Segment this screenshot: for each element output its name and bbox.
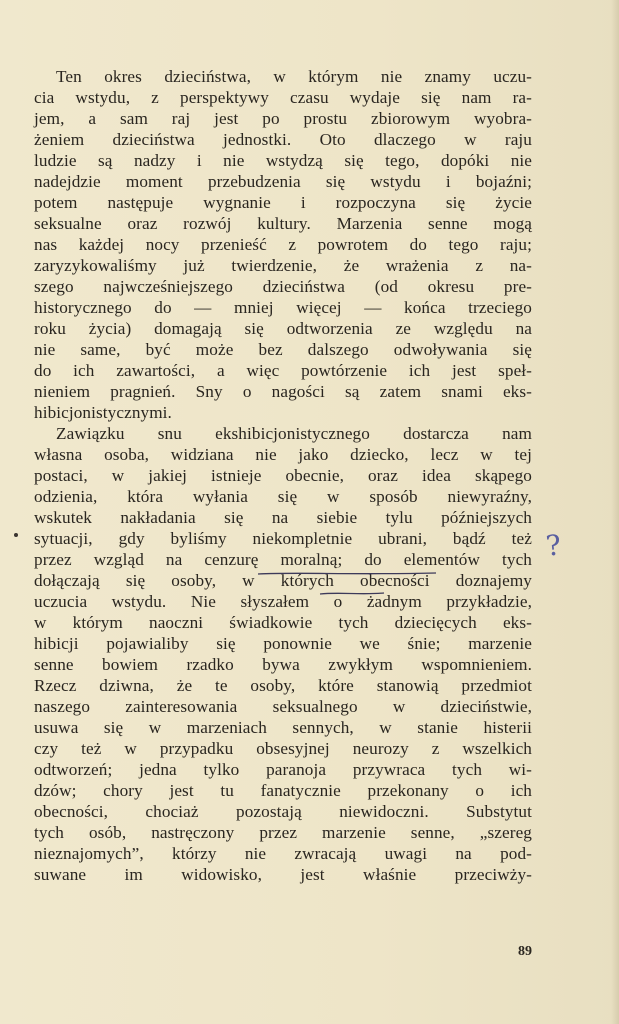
- text-line: nie same, być może bez dalszego odwoływania się: [34, 340, 532, 359]
- page-edge-shadow: [611, 0, 619, 1024]
- text-line: jem, a sam raj jest po prostu zbiorowym wyobra-: [34, 109, 532, 128]
- text-line: uczucia wstydu. Nie słyszałem o żadnym przykładzie,: [34, 592, 532, 611]
- text-line: dołączają się osoby, w których obecności doznajemy: [34, 571, 532, 590]
- text-line: roku życia) domagają się odtworzenia ze względu na: [34, 319, 532, 338]
- text-line: hibicji pojawialiby się ponownie we śnie; marzenie: [34, 634, 532, 653]
- text-line: hibicjonistycznymi.: [34, 403, 172, 422]
- text-line: szego najwcześniejszego dzieciństwa (od okresu pre-: [34, 277, 532, 296]
- text-line: cia wstydu, z perspektywy czasu wydaje się nam ra-: [34, 88, 532, 107]
- text-line: dzów; chory jest tu fanatycznie przekonany o ich: [34, 781, 532, 800]
- body-text: [34, 66, 532, 885]
- text-line: żeniem dzieciństwa jednostki. Oto dlaczego w raju: [34, 130, 532, 149]
- page-number: 89: [518, 944, 532, 959]
- text-line: wskutek nakładania się na siebie tylu późniejszych: [34, 508, 532, 527]
- text-line: nieznajomych”, którzy nie zwracają uwagi na pod-: [34, 844, 532, 863]
- text-line: tych osób, nastręczony przez marzenie senne, „szereg: [34, 823, 532, 842]
- text-line: suwane im widowisko, jest właśnie przeciwży-: [34, 865, 532, 884]
- text-line: czy też w przypadku obsesyjnej neurozy z wszelkich: [34, 739, 532, 758]
- text-line: potem następuje wygnanie i rozpoczyna się życie: [34, 193, 532, 212]
- text-line: odtworzeń; jedna tylko paranoja przywraca tych wi-: [34, 760, 532, 779]
- margin-dot-mark: [14, 533, 18, 537]
- text-line: nadejdzie moment przebudzenia się wstydu i bojaźni;: [34, 172, 532, 191]
- text-line: zaryzykowaliśmy już twierdzenie, że wrażenia z na-: [34, 256, 532, 275]
- text-line: sytuacji, gdy byliśmy niekompletnie ubrani, bądź też: [34, 529, 532, 548]
- text-line: historycznego do — mniej więcej — końca trzeciego: [34, 298, 532, 317]
- text-line: Ten okres dzieciństwa, w którym nie znamy uczu-: [56, 67, 532, 86]
- text-line: nieniem pragnień. Sny o nagości są zatem snami eks-: [34, 382, 532, 401]
- text-line: senne bowiem rzadko bywa zwykłym wspomnieniem.: [34, 655, 532, 674]
- text-line: ludzie są nadzy i nie wstydzą się tego, dopóki nie: [34, 151, 532, 170]
- text-line: nas każdej nocy przenieść z powrotem do tego raju;: [34, 235, 532, 254]
- text-line: odzienia, która wyłania się w sposób niewyraźny,: [34, 487, 532, 506]
- text-line: usuwa się w marzeniach sennych, w stanie histerii: [34, 718, 532, 737]
- text-line: Rzecz dziwna, że te osoby, które stanowią przedmiot: [34, 676, 532, 695]
- text-line: obecności, chociaż pozostają niewidoczni. Substytut: [34, 802, 532, 821]
- text-line: przez wzgląd na cenzurę moralną; do elementów tych: [34, 550, 532, 569]
- text-line: własna osoba, widziana nie jako dziecko, lecz w tej: [34, 445, 532, 464]
- margin-question-mark: ?: [544, 528, 563, 563]
- text-line: seksualne oraz rozwój kultury. Marzenia senne mogą: [34, 214, 532, 233]
- text-line: do ich zawartości, a więc powtórzenie ich jest speł-: [34, 361, 532, 380]
- text-line: postaci, w jakiej istnieje obecnie, oraz idea skąpego: [34, 466, 532, 485]
- text-line: Zawiązku snu ekshibicjonistycznego dostarcza nam: [56, 424, 532, 443]
- text-line: naszego zainteresowania seksualnego w dzieciństwie,: [34, 697, 532, 716]
- text-line: w którym naoczni świadkowie tych dziecięcych eks-: [34, 613, 532, 632]
